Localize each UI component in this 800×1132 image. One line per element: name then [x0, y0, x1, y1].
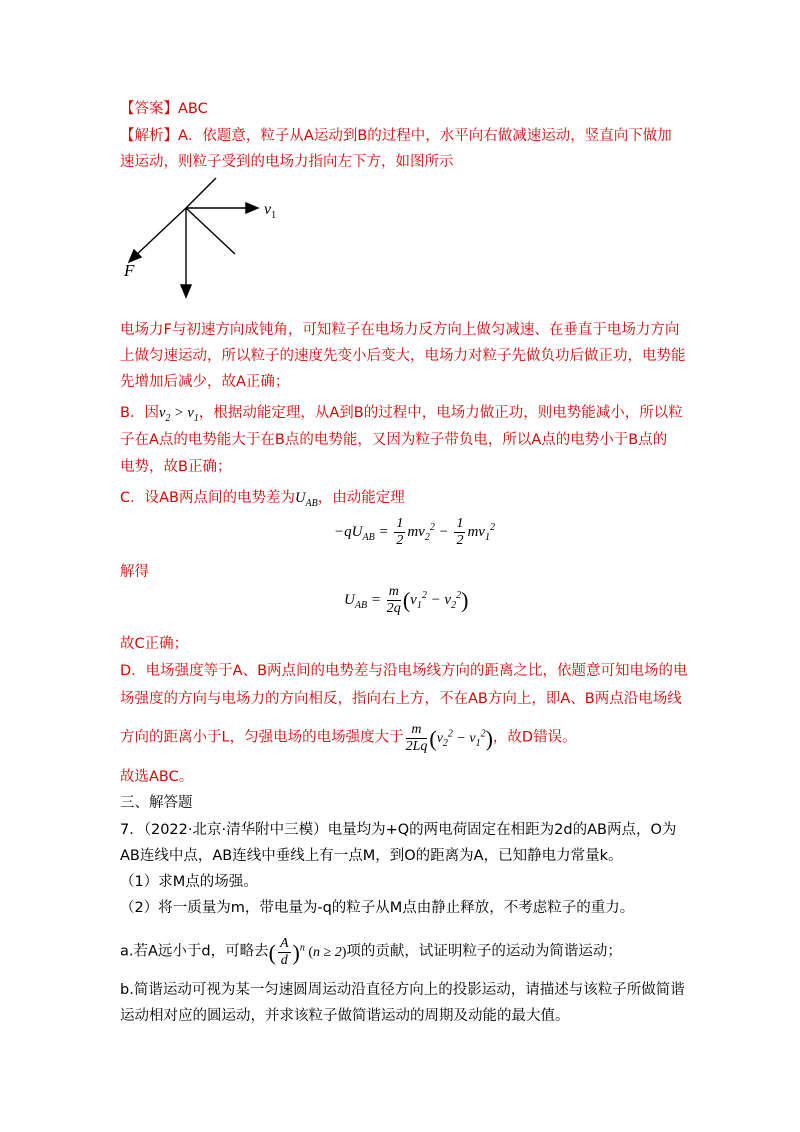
- v1-label: $v_1$: [264, 201, 277, 221]
- f-label: F: [124, 261, 135, 280]
- q7-sub1: （1）求M点的场强。: [120, 874, 258, 890]
- analysis-b-line2: 子在A点的电势能大于在B点的电势能，又因为粒子带负电，所以A点的电势小于B点的: [120, 432, 668, 448]
- vertical-velocity-arrowhead: [181, 285, 191, 297]
- energy-equation: $-qU_{AB}$ = $\frac{1}{2}$ $mv_2^2$ − $\frac{1}{2}$ $mv_1^2$: [334, 516, 495, 548]
- analysis-a-text1: A．依题意，粒子从A运动到B的过程中，水平向右做减速运动，竖直向下做加: [178, 128, 672, 144]
- q7-sub2: （2）将一质量为m，带电量为-q的粒子从M点由静止释放，不考虑粒子的重力。: [120, 900, 635, 916]
- analysis-b-post: ，根据动能定理，从A到B的过程中，电场力做正功，则电势能减小，所以粒: [198, 405, 683, 421]
- analysis-d-post: ，故D错误。: [492, 729, 577, 746]
- force-diagram: [118, 172, 288, 302]
- analysis-a-line2: 速运动，则粒子受到的电场力指向左下方，如图所示: [120, 154, 454, 170]
- analysis-c-pre: C．设AB两点间的电势差为: [120, 490, 295, 506]
- analysis-c-line1: [120, 486, 405, 509]
- ratio-power-formula: ( $\frac{A}{d}$ )$^n$ (n ≥ 2): [268, 936, 347, 968]
- field-direction-line: [186, 208, 235, 254]
- velocity-v1-arrowhead: [246, 203, 258, 213]
- analysis-d-line2: 场强度的方向与电场力的方向相反，指向右上方，不在AB方向上，即A、B两点沿电场线: [120, 691, 682, 707]
- q7-a-pre: a.若A远小于d，可略去: [120, 943, 269, 960]
- analysis-d-line1: D．电场强度等于A、B两点间的电势差与沿电场线方向的距离之比，依题意可知电场的电: [120, 663, 688, 679]
- analysis-b-pre: B．因: [120, 405, 159, 421]
- section-heading: 三、解答题: [120, 795, 193, 811]
- answer-value: ABC: [178, 101, 208, 117]
- q7-part-b-line1: b.简谐运动可视为某一匀速圆周运动沿直径方向上的投影运动，请描述与该粒子所做简谐: [120, 982, 685, 998]
- field-strength-formula: $\frac{m}{2Lq}$ $(v_2^2 - v_1^2)$: [405, 722, 493, 754]
- analysis-c-conclude: 故C正确；: [120, 636, 189, 652]
- answer-label: 【答案】: [120, 101, 178, 117]
- analysis-a-line1: [120, 124, 672, 145]
- analysis-d-pre: 方向的距离小于L，匀强电场的电场强度大于: [120, 729, 404, 746]
- analysis-b-line1: [120, 401, 683, 424]
- force-f-line: [134, 208, 186, 257]
- analysis-b-line3: 电势，故B正确；: [120, 459, 232, 475]
- analysis-a-line3: 电场力F与初速方向成钝角，可知粒子在电场力反方向上做匀减速、在垂直于电场力方向: [120, 322, 680, 338]
- analysis-c-post: ，由动能定理: [317, 490, 405, 506]
- answer-line: [120, 97, 208, 118]
- q7-line2: AB连线中点，AB连线中垂线上有一点M，到O的距离为A，已知静电力常量k。: [120, 848, 623, 864]
- q7-a-post: 项的贡献，试证明粒子的运动为简谐运动；: [346, 943, 622, 960]
- uab-symbol: $U_{AB}$: [295, 490, 318, 509]
- q7-part-b-line2: 运动相对应的圆运动，并求该粒子做简谐运动的周期及动能的最大值。: [120, 1008, 570, 1024]
- analysis-final: 故选ABC。: [120, 769, 194, 785]
- analysis-label: 【解析】: [120, 128, 178, 144]
- b-condition-formula: $v_2 > v_1$: [158, 405, 199, 424]
- analysis-a-line5: 先增加后减少，故A正确；: [120, 374, 290, 390]
- q7-part-a: [120, 936, 622, 969]
- uab-result-equation: $U_{AB}$ = $\frac{m}{2q}$ $(v_1^2 - v_2^2)$: [344, 584, 469, 616]
- incoming-direction-line: [186, 178, 216, 208]
- analysis-c-solve: 解得: [120, 564, 149, 580]
- analysis-a-line4: 上做匀速运动，所以粒子的速度先变小后变大，电场力对粒子先做负功后做正功，电势能: [120, 348, 686, 364]
- analysis-d-line3: [120, 722, 577, 755]
- q7-line1: 7．（2022·北京·清华附中三模）电量均为+Q的两电荷固定在相距为2d的AB两点，O为: [120, 822, 677, 838]
